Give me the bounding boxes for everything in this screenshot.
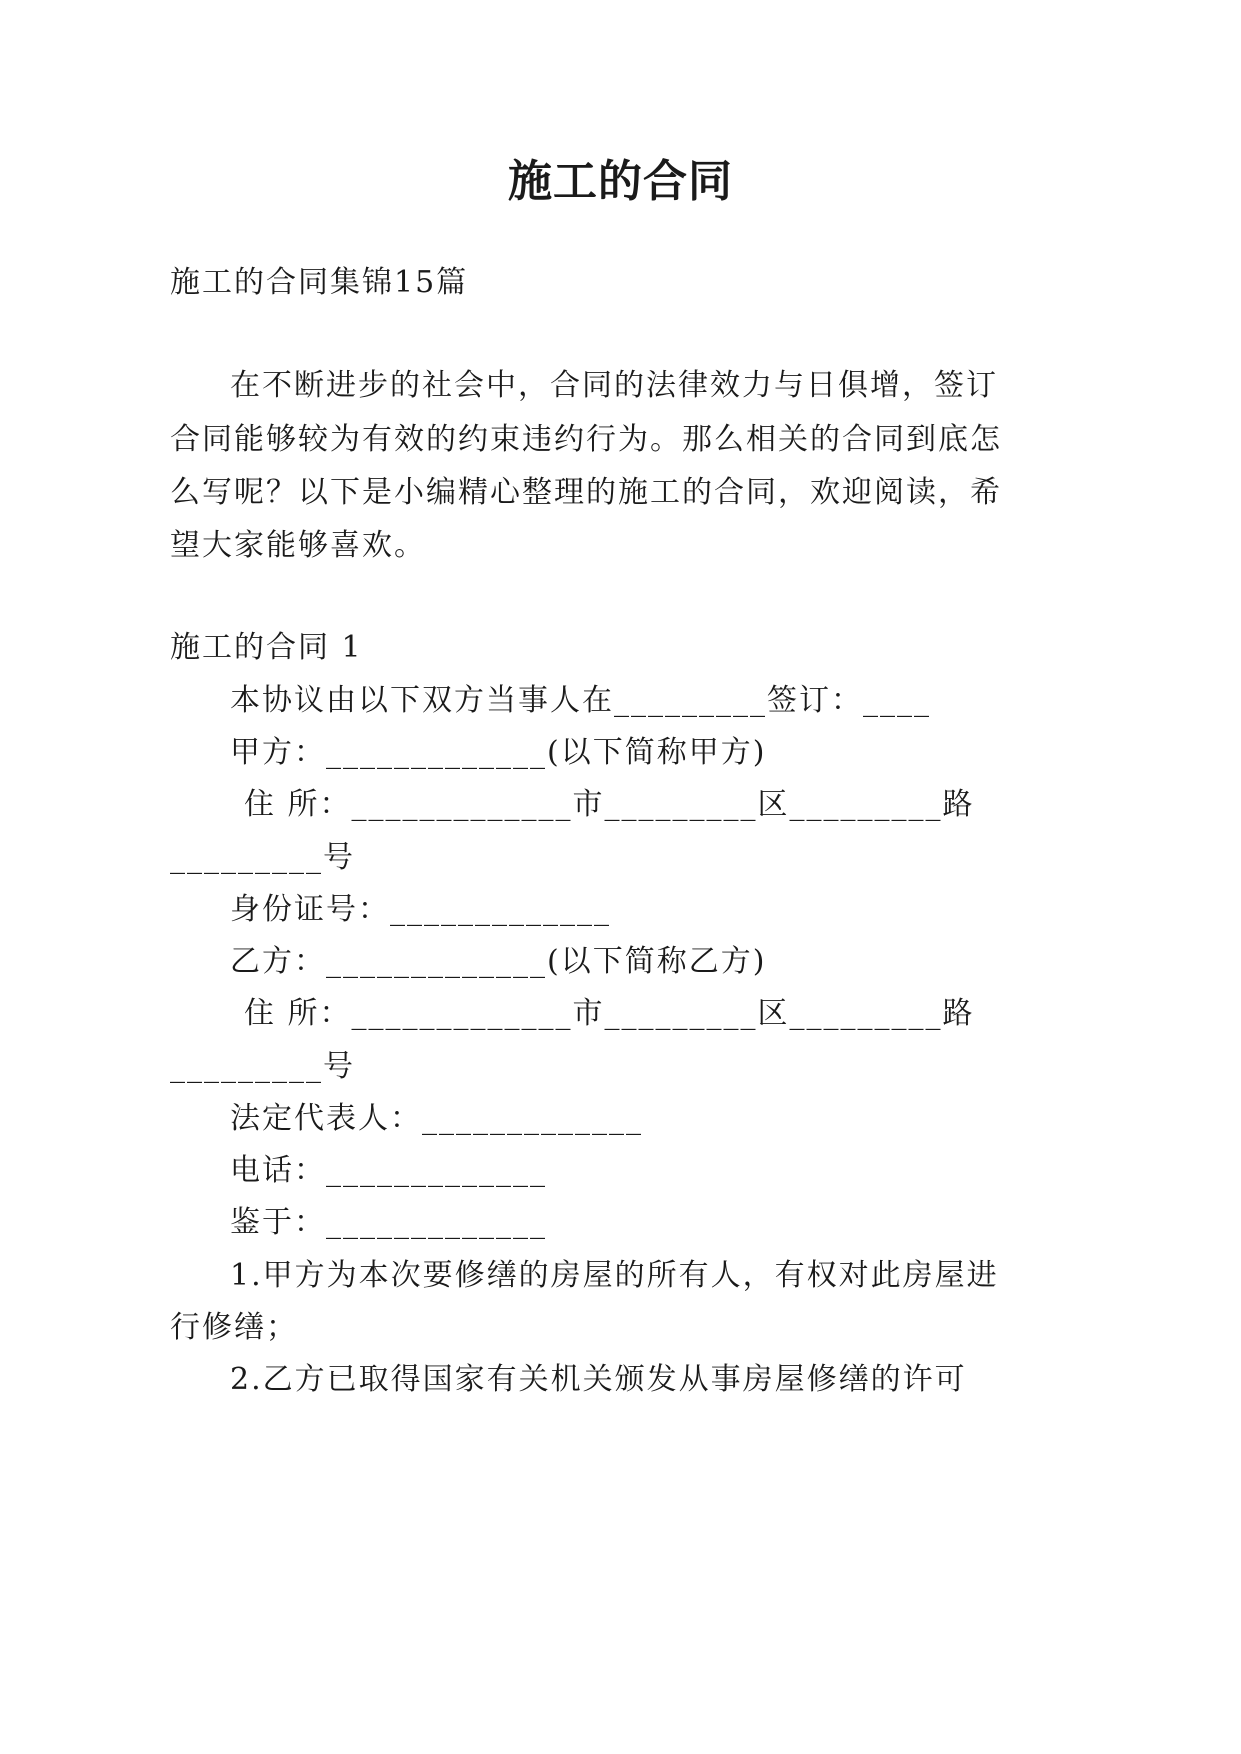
city-blank: 市_________ [572, 787, 758, 822]
legal-rep-line: 法定代表人：_____________ [230, 1101, 643, 1136]
party-b-line: 乙方：_____________(以下简称乙方) [230, 944, 767, 979]
section-heading: 施工的合同 1 [170, 630, 363, 665]
page-title: 施工的合同 [508, 156, 733, 207]
whereas-line: 鉴于：_____________ [230, 1205, 547, 1240]
party-a-address-line [244, 785, 975, 825]
road-label: 路 [942, 996, 975, 1031]
party-a-address-cont: _________号 [170, 840, 355, 875]
address-label: 住 所：_____________ [244, 996, 573, 1031]
party-b-address-cont: _________号 [170, 1049, 355, 1084]
intro-line-2: 合同能够较为有效的约束违约行为。那么相关的合同到底怎 [170, 422, 1002, 457]
agreement-line: 本协议由以下双方当事人在_________签订：____ [230, 683, 931, 718]
district-blank: 区_________ [757, 996, 943, 1031]
phone-line: 电话：_____________ [230, 1153, 547, 1188]
party-a-line: 甲方：_____________(以下简称甲方) [230, 735, 767, 770]
clause-2: 2.乙方已取得国家有关机关颁发从事房屋修缮的许可 [230, 1362, 967, 1397]
id-number-line: 身份证号：_____________ [230, 892, 611, 927]
subtitle: 施工的合同集锦15篇 [170, 265, 469, 300]
clause-1-cont: 行修缮； [170, 1310, 298, 1345]
party-b-address-line [244, 994, 975, 1034]
city-blank: 市_________ [572, 996, 758, 1031]
intro-line-3: 么写呢？以下是小编精心整理的施工的合同，欢迎阅读，希 [170, 475, 1002, 510]
road-label: 路 [942, 787, 975, 822]
district-blank: 区_________ [757, 787, 943, 822]
clause-1: 1.甲方为本次要修缮的房屋的所有人，有权对此房屋进 [230, 1258, 999, 1293]
intro-line-4: 望大家能够喜欢。 [170, 528, 426, 563]
intro-line-1: 在不断进步的社会中，合同的法律效力与日俱增，签订 [230, 368, 998, 403]
address-label: 住 所：_____________ [244, 787, 573, 822]
